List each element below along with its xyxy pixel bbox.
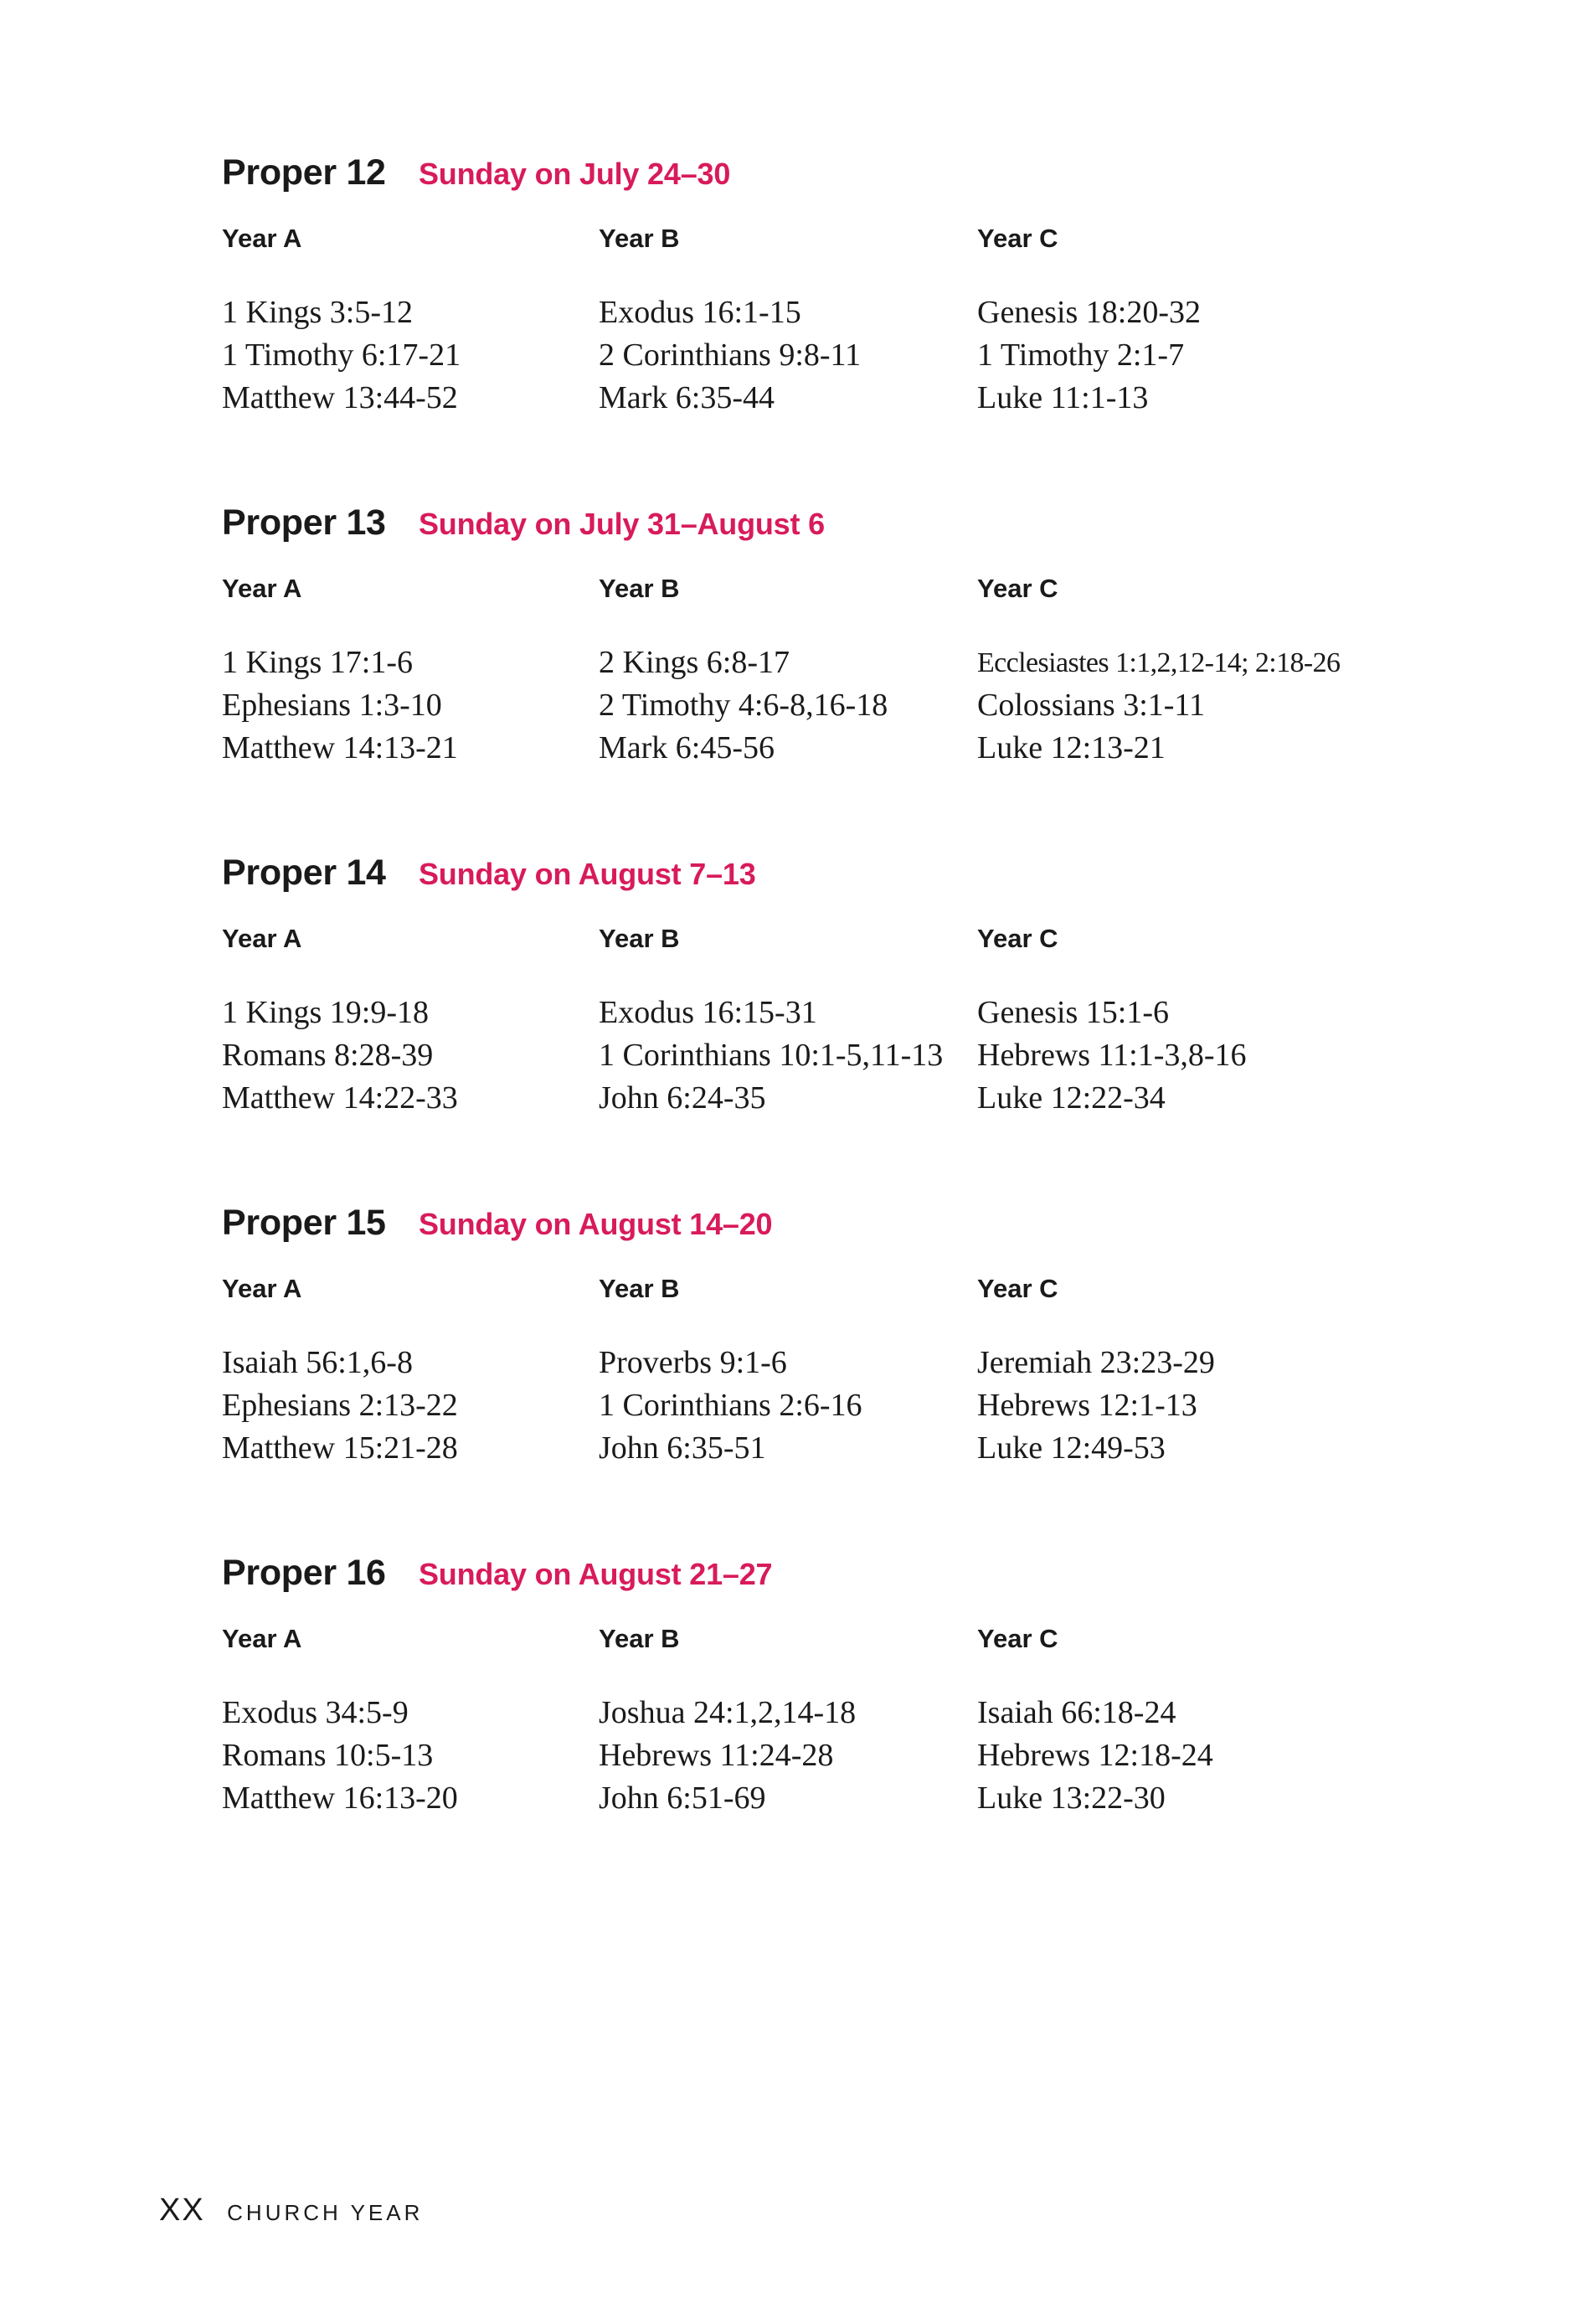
- proper-date: Sunday on July 24–30: [419, 157, 731, 191]
- reading: Luke 13:22-30: [977, 1780, 1166, 1816]
- reading: Isaiah 56:1,6-8: [222, 1345, 413, 1380]
- section-header: [222, 1201, 1394, 1260]
- reading: Isaiah 66:18-24: [977, 1695, 1176, 1730]
- year-c-label: Year C: [977, 1624, 1058, 1653]
- reading: Colossians 3:1-11: [977, 688, 1205, 723]
- reading: John 6:35-51: [599, 1430, 766, 1466]
- year-a-column: [222, 1622, 590, 1820]
- reading: 1 Timothy 6:17-21: [222, 338, 461, 373]
- year-b-column: [599, 1622, 967, 1820]
- page-footer: [159, 2193, 423, 2229]
- reading: 1 Corinthians 2:6-16: [599, 1388, 862, 1423]
- year-c-label: Year C: [977, 1274, 1058, 1303]
- reading: Exodus 34:5-9: [222, 1695, 409, 1730]
- proper-date: Sunday on August 21–27: [419, 1557, 773, 1591]
- section-header: [222, 501, 1394, 559]
- reading: Hebrews 11:1-3,8-16: [977, 1038, 1247, 1073]
- reading: Hebrews 12:18-24: [977, 1738, 1213, 1773]
- year-a-label: Year A: [222, 924, 302, 953]
- reading: Luke 12:13-21: [977, 730, 1166, 765]
- reading: Genesis 18:20-32: [977, 295, 1202, 330]
- reading: 1 Corinthians 10:1-5,11-13: [599, 1038, 944, 1073]
- reading: Ephesians 1:3-10: [222, 688, 442, 723]
- proper-section: [222, 851, 1394, 1116]
- reading: 1 Kings 3:5-12: [222, 295, 413, 330]
- reading: Ecclesiastes 1:1,2,12-14; 2:18-26: [977, 647, 1341, 678]
- reading: John 6:51-69: [599, 1780, 766, 1816]
- reading: Luke 11:1-13: [977, 380, 1149, 415]
- proper-title: Proper 12: [222, 152, 386, 193]
- proper-section: [222, 151, 1394, 415]
- proper-title: Proper 13: [222, 502, 386, 543]
- reading: Proverbs 9:1-6: [599, 1345, 787, 1380]
- year-b-label: Year B: [599, 224, 680, 253]
- year-a-column: [222, 572, 590, 770]
- year-c-column: [977, 922, 1413, 1120]
- reading: Ephesians 2:13-22: [222, 1388, 458, 1423]
- reading: Hebrews 12:1-13: [977, 1388, 1197, 1423]
- year-c-column: [977, 1622, 1413, 1820]
- proper-date: Sunday on August 7–13: [419, 857, 756, 891]
- reading: Luke 12:22-34: [977, 1080, 1166, 1116]
- running-head: CHURCH YEAR: [227, 2200, 424, 2225]
- reading: Exodus 16:15-31: [599, 995, 817, 1030]
- year-a-label: Year A: [222, 224, 302, 253]
- year-b-label: Year B: [599, 1274, 680, 1303]
- reading: 1 Kings 17:1-6: [222, 645, 413, 680]
- reading: Mark 6:45-56: [599, 730, 775, 765]
- section-header: [222, 151, 1394, 209]
- year-b-column: [599, 222, 967, 420]
- reading: Hebrews 11:24-28: [599, 1738, 834, 1773]
- year-b-column: [599, 572, 967, 770]
- year-c-label: Year C: [977, 574, 1058, 603]
- reading: Joshua 24:1,2,14-18: [599, 1695, 857, 1730]
- reading: Matthew 13:44-52: [222, 380, 458, 415]
- reading: 1 Timothy 2:1-7: [977, 338, 1185, 373]
- proper-section: [222, 1201, 1394, 1466]
- page-number: XX: [159, 2193, 205, 2228]
- section-header: [222, 1551, 1394, 1610]
- section-header: [222, 851, 1394, 910]
- year-b-label: Year B: [599, 924, 680, 953]
- reading: Genesis 15:1-6: [977, 995, 1170, 1030]
- year-c-column: [977, 222, 1413, 420]
- reading: Romans 8:28-39: [222, 1038, 434, 1073]
- proper-title: Proper 15: [222, 1203, 386, 1243]
- proper-title: Proper 16: [222, 1553, 386, 1593]
- proper-title: Proper 14: [222, 853, 386, 893]
- reading: Exodus 16:1-15: [599, 295, 801, 330]
- proper-date: Sunday on July 31–August 6: [419, 507, 825, 541]
- reading: John 6:24-35: [599, 1080, 766, 1116]
- reading: 1 Kings 19:9-18: [222, 995, 429, 1030]
- year-c-column: [977, 1272, 1413, 1470]
- year-a-column: [222, 1272, 590, 1470]
- year-b-label: Year B: [599, 1624, 680, 1653]
- year-a-label: Year A: [222, 1274, 302, 1303]
- reading: Matthew 16:13-20: [222, 1780, 458, 1816]
- year-b-label: Year B: [599, 574, 680, 603]
- year-b-column: [599, 922, 967, 1120]
- reading: 2 Corinthians 9:8-11: [599, 338, 862, 373]
- proper-section: [222, 1551, 1394, 1816]
- proper-date: Sunday on August 14–20: [419, 1207, 773, 1241]
- reading: Romans 10:5-13: [222, 1738, 434, 1773]
- reading: Jeremiah 23:23-29: [977, 1345, 1215, 1380]
- reading: 2 Timothy 4:6-8,16-18: [599, 688, 888, 723]
- year-a-label: Year A: [222, 1624, 302, 1653]
- reading: 2 Kings 6:8-17: [599, 645, 790, 680]
- reading: Matthew 15:21-28: [222, 1430, 458, 1466]
- year-a-column: [222, 222, 590, 420]
- year-a-column: [222, 922, 590, 1120]
- reading: Matthew 14:13-21: [222, 730, 458, 765]
- proper-section: [222, 501, 1394, 765]
- year-c-label: Year C: [977, 924, 1058, 953]
- reading: Mark 6:35-44: [599, 380, 775, 415]
- year-b-column: [599, 1272, 967, 1470]
- year-c-label: Year C: [977, 224, 1058, 253]
- year-c-column: [977, 572, 1413, 770]
- reading: Luke 12:49-53: [977, 1430, 1166, 1466]
- reading: Matthew 14:22-33: [222, 1080, 458, 1116]
- year-a-label: Year A: [222, 574, 302, 603]
